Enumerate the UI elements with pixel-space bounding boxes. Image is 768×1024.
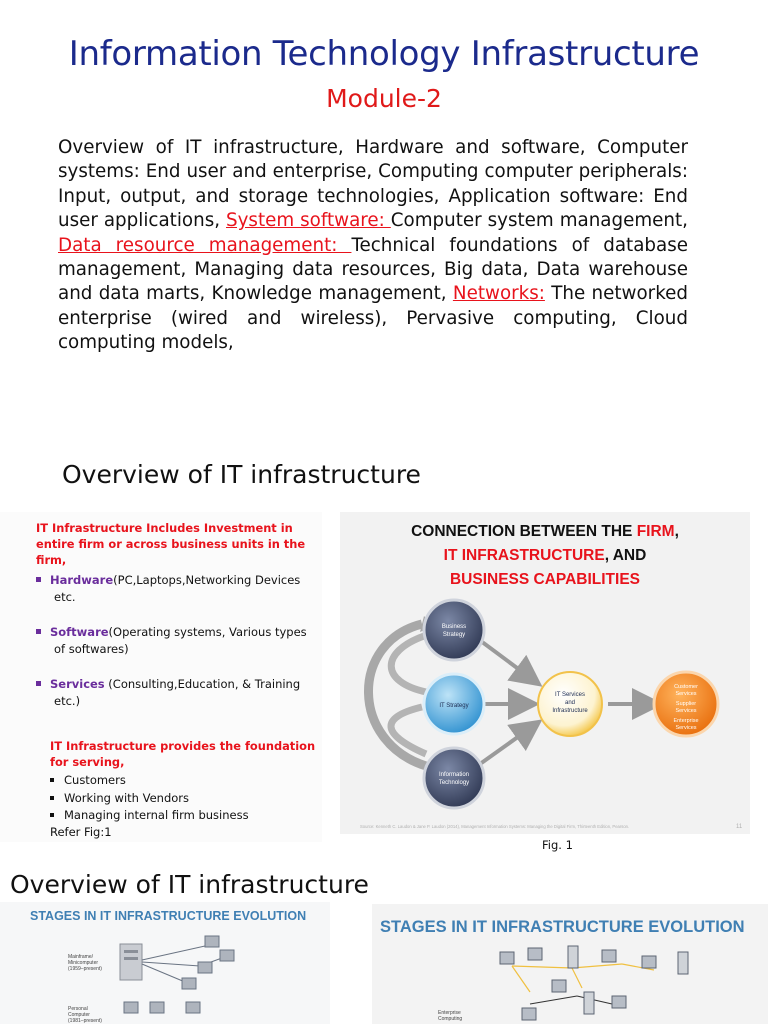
bullet-text: (Consulting,Education, & Training [104, 677, 301, 691]
stage-label: Mainframe/ [68, 954, 94, 960]
serving-text: Customers [64, 773, 126, 787]
network-links [512, 964, 654, 992]
information-technology-label: Technology [438, 780, 470, 786]
outcome-label: Customer [674, 684, 698, 690]
stage-label: (1959–present) [68, 966, 102, 972]
information-technology-node [424, 748, 484, 808]
network-lines [530, 996, 612, 1004]
intro-text-2: Computer system management, [390, 210, 688, 232]
bullet-services [36, 676, 312, 709]
business-strategy-label: Business [441, 624, 467, 630]
information-technology-label: Information [438, 772, 470, 778]
diagram-title-line3: BUSINESS CAPABILITIES [449, 571, 641, 588]
bullet-marker [36, 577, 41, 582]
figure-caption: Fig. 1 [542, 838, 573, 852]
connection-diagram [340, 512, 750, 834]
module-subtitle: Module-2 [326, 84, 442, 113]
stage-label: Enterprise [438, 1010, 461, 1016]
outcome-label: Services [675, 725, 697, 731]
panel-intro: IT Infrastructure Includes Investment in entire firm or across business units in the firm, [36, 521, 306, 567]
intro-text-3: Technical foundations of database management, Managing data resources, Big data, Data warehouse and data marts, Knowledge management, [58, 234, 688, 305]
serving-item-internal [50, 807, 249, 823]
bullet-label: Services [50, 677, 105, 691]
stages-right-svg [372, 904, 768, 1024]
business-strategy-label: Strategy [442, 632, 466, 638]
foundation-statement: IT Infrastructure provides the foundation for serving, [50, 739, 316, 769]
stages-evolution-right [372, 904, 768, 1024]
infrastructure-summary-panel [0, 512, 322, 842]
bullet-software [36, 624, 312, 657]
it-services-label: IT Services [555, 692, 585, 698]
outcome-label: Services [675, 708, 697, 714]
server-icons [568, 946, 688, 1014]
diagram-title-line1: CONNECTION BETWEEN THE FIRM, [411, 523, 679, 540]
intro-text-4: The networked enterprise (wired and wireless), Pervasive computing, Cloud computing models, [58, 283, 688, 354]
it-strategy-label: IT Strategy [439, 703, 469, 709]
stage-label: Computing [438, 1016, 463, 1022]
bullet-marker [50, 813, 54, 817]
stages-evolution-left [0, 902, 330, 1024]
terminal-icons [182, 936, 234, 989]
stage-label: Minicomputer [68, 960, 99, 966]
system-software-link: System software: [226, 210, 391, 232]
mainframe-icon [120, 944, 142, 980]
intro-text-1: Overview of IT infrastructure, Hardware and software, Computer systems: End user and enterprise, Computing computer peripherals: Input, output, and storage technologies, Application software: End user applications, [58, 137, 688, 232]
serving-item-customers [50, 772, 126, 788]
bullet-marker [36, 629, 41, 634]
pc-icons [124, 1002, 200, 1013]
bullet-continuation: etc. [54, 589, 76, 604]
stages-right-title: STAGES IN IT INFRASTRUCTURE EVOLUTION [380, 918, 745, 936]
page-title: Information Technology Infrastructure [68, 34, 700, 74]
outcome-label: Services [675, 691, 697, 697]
stages-left-title: STAGES IN IT INFRASTRUCTURE EVOLUTION [30, 909, 307, 923]
stages-left-svg [0, 902, 330, 1024]
networks-link: Networks: [452, 283, 545, 305]
refer-figure: Refer Fig:1 [50, 825, 112, 839]
section-heading-overview-2: Overview of IT infrastructure [10, 870, 369, 899]
bullet-text: (PC,Laptops,Networking Devices [113, 573, 301, 587]
diagram-title-line2: IT INFRASTRUCTURE, AND [443, 547, 647, 564]
outcome-label: Supplier [675, 701, 697, 707]
bullet-label: Software [50, 625, 109, 639]
feedback-arrow-outer [368, 624, 426, 766]
serving-text: Working with Vendors [64, 791, 190, 805]
stage-label: Computer [68, 1012, 90, 1018]
business-strategy-node [424, 600, 484, 660]
source-citation: Source: Kenneth C. Laudon & Jane P. Laudon (2014), Management Information Systems: Managing the Digital Firm, Thirteenth Edition, Pearson. [360, 824, 630, 829]
connection-diagram-svg [340, 512, 750, 834]
bullet-continuation: of softwares) [54, 641, 129, 656]
serving-item-vendors [50, 790, 189, 806]
stage-label: (1981–present) [68, 1018, 102, 1024]
bullet-marker [50, 796, 54, 800]
bullet-label: Hardware [50, 573, 114, 587]
outcome-label: Enterprise [673, 718, 699, 724]
bullet-hardware [36, 572, 312, 605]
bullet-continuation: etc.) [54, 693, 81, 708]
serving-text: Managing internal firm business [64, 808, 249, 822]
slide-page-number: 11 [736, 824, 743, 830]
it-services-label: Infrastructure [552, 708, 588, 714]
intro-paragraph [58, 136, 688, 356]
feedback-arrow-upper [391, 636, 426, 692]
data-resource-management-link: Data resource management: [58, 234, 352, 256]
bullet-text: (Operating systems, Various types [108, 625, 307, 639]
it-services-label: and [564, 700, 576, 706]
bullet-marker [36, 681, 41, 686]
stage-label: Personal [68, 1006, 88, 1012]
bullet-marker [50, 778, 54, 782]
section-heading-overview: Overview of IT infrastructure [62, 460, 421, 489]
